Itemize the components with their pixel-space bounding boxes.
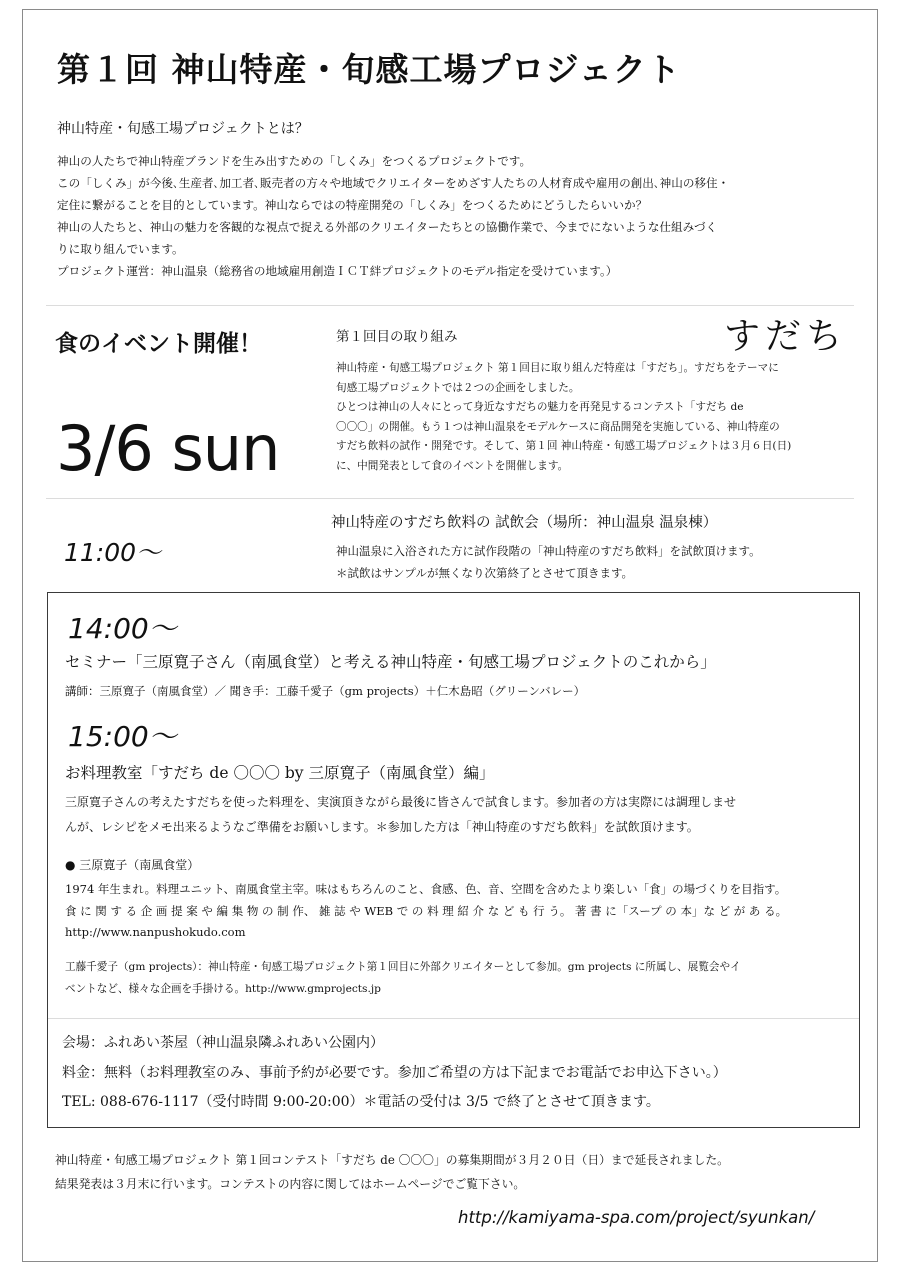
- profile-line: ベントなど、様々な企画を手掛ける。http://www.gmprojects.jp: [65, 982, 381, 995]
- initiative-text: [336, 359, 856, 476]
- divider: [46, 498, 854, 499]
- intro-heading: 神山特産・旬感工場プロジェクトとは？: [57, 121, 309, 137]
- profile-name: ● 三原寛子（南風食堂）: [65, 858, 200, 872]
- profile-link[interactable]: http://www.nanpushokudo.com: [65, 925, 246, 939]
- initiative-line: 〇〇〇」の開催。もう１つは神山温泉をモデルケースに商品開発を実施している、神山特産の: [336, 420, 780, 433]
- tasting-line: 神山温泉に入浴された方に試作段階の「神山特産のすだち飲料」を試飲頂けます。: [336, 544, 761, 558]
- telephone: TEL: 088-676-1117（受付時間 9:00-20:00）＊電話の受付は 3/5 で終了とさせて頂きます。: [62, 1094, 660, 1110]
- tasting-title: 神山特産のすだち飲料の 試飲会（場所：神山温泉 温泉棟）: [331, 515, 718, 531]
- product-name: すだち: [724, 316, 848, 357]
- intro-line: 定住に繋がることを目的としています。神山ならではの特産開発の「しくみ」をつくるためにどうしたらいいか？: [57, 198, 648, 212]
- intro-line: りに取り組んでいます。: [57, 242, 184, 256]
- cooking-class-description: [65, 790, 736, 840]
- event-date: 3/6 sun: [56, 412, 280, 485]
- initiative-label: 第１回目の取り組み: [336, 329, 458, 345]
- tasting-time: 11:00～: [64, 538, 162, 567]
- seminar-time: 14:00～: [68, 612, 177, 645]
- tasting-description: [336, 540, 761, 584]
- profile-mihara: [65, 879, 787, 944]
- tasting-line: ＊試飲はサンプルが無くなり次第終了とさせて頂きます。: [336, 566, 634, 580]
- profile-line: 工藤千愛子（gm projects）：神山特産・旬感工場プロジェクト第１回目に外部クリエイターとして参加。gm projects に所属し、展覧会やイ: [65, 961, 741, 973]
- initiative-line: 神山特産・旬感工場プロジェクト 第１回目に取り組んだ特産は「すだち」。すだちをテーマに: [336, 362, 779, 374]
- footer-note: [55, 1148, 729, 1196]
- initiative-line: すだち飲料の試作・開発です。そして、第１回 神山特産・旬感工場プロジェクトは３月６日(日): [336, 440, 792, 452]
- profile-line: 食 に 関 す る 企 画 提 案 や 編 集 物 の 制 作、 雑 誌 や WEB で の 料 理 紹 介 な ど も 行 う。 著 書 に「スープ の 本」な ど が あ る。: [65, 903, 788, 918]
- intro-line: 神山の人たちで神山特産ブランドを生み出すための「しくみ」をつくるプロジェクトです。: [57, 154, 532, 168]
- footer-line: 結果発表は３月末に行います。コンテストの内容に関してはホームページでご覧下さい。: [55, 1177, 526, 1191]
- initiative-line: に、中間発表として食のイベントを開催します。: [336, 459, 569, 472]
- intro-text: [57, 150, 857, 282]
- seminar-title: セミナー「三原寛子さん（南風食堂）と考える神山特産・旬感工場プロジェクトのこれから」: [65, 653, 716, 671]
- profile-kudo: [65, 957, 741, 1000]
- venue-info: [62, 1029, 727, 1118]
- profile-line: 1974 年生まれ。料理ユニット、南風食堂主宰。味はもちろんのこと、食感、色、音、空間を含めたより楽しい「食」の場づくりを目指す。: [65, 882, 787, 896]
- initiative-line: 旬感工場プロジェクトでは２つの企画をしました。: [336, 381, 580, 394]
- intro-line: プロジェクト運営：神山温泉（総務省の地域雇用創造ＩＣＴ絆プロジェクトのモデル指定を受けています。）: [57, 264, 618, 278]
- footer-line: 神山特産・旬感工場プロジェクト 第１回コンテスト「すだち de 〇〇〇」の募集期間が３月２０日（日）まで延長されました。: [55, 1153, 729, 1167]
- intro-line: 神山の人たちと、神山の魅力を客観的な視点で捉える外部のクリエイターたちとの協働作業で、今までにないような仕組みづく: [57, 220, 718, 234]
- divider: [46, 305, 854, 306]
- intro-line: この「しくみ」が今後､生産者､加工者､販売者の方々や地域でクリエイターをめざす人たちの人材育成や雇用の創出､神山の移住・: [57, 176, 730, 190]
- divider: [48, 1018, 859, 1019]
- page-title: 第１回 神山特産・旬感工場プロジェクト: [57, 50, 681, 89]
- seminar-speakers: 講師：三原寛子（南風食堂）／ 聞き手：工藤千愛子（gm projects）＋仁木島昭（グリーンバレー）: [65, 684, 586, 698]
- cooking-time: 15:00～: [68, 720, 177, 753]
- project-url[interactable]: http://kamiyama-spa.com/project/syunkan/: [458, 1208, 815, 1227]
- initiative-line: ひとつは神山の人々にとって身近なすだちの魅力を再発見するコンテスト「すだち de: [336, 401, 744, 413]
- cooking-line: んが、レシピをメモ出来るようなご準備をお願いします。＊参加した方は「神山特産のすだち飲料」を試飲頂けます。: [65, 820, 699, 834]
- cooking-line: 三原寛子さんの考えたすだちを使った料理を、実演頂きながら最後に皆さんで試食します。参加者の方は実際には調理しませ: [65, 795, 737, 809]
- cooking-class-title: お料理教室「すだち de 〇〇〇 by 三原寛子（南風食堂）編」: [65, 764, 495, 782]
- venue: 会場：ふれあい茶屋（神山温泉隣ふれあい公園内）: [62, 1035, 384, 1051]
- event-heading: 食のイベント開催！: [55, 330, 262, 357]
- fee: 料金：無料（お料理教室のみ、事前予約が必要です。参加ご希望の方は下記までお電話でお申込下さい。）: [62, 1064, 727, 1081]
